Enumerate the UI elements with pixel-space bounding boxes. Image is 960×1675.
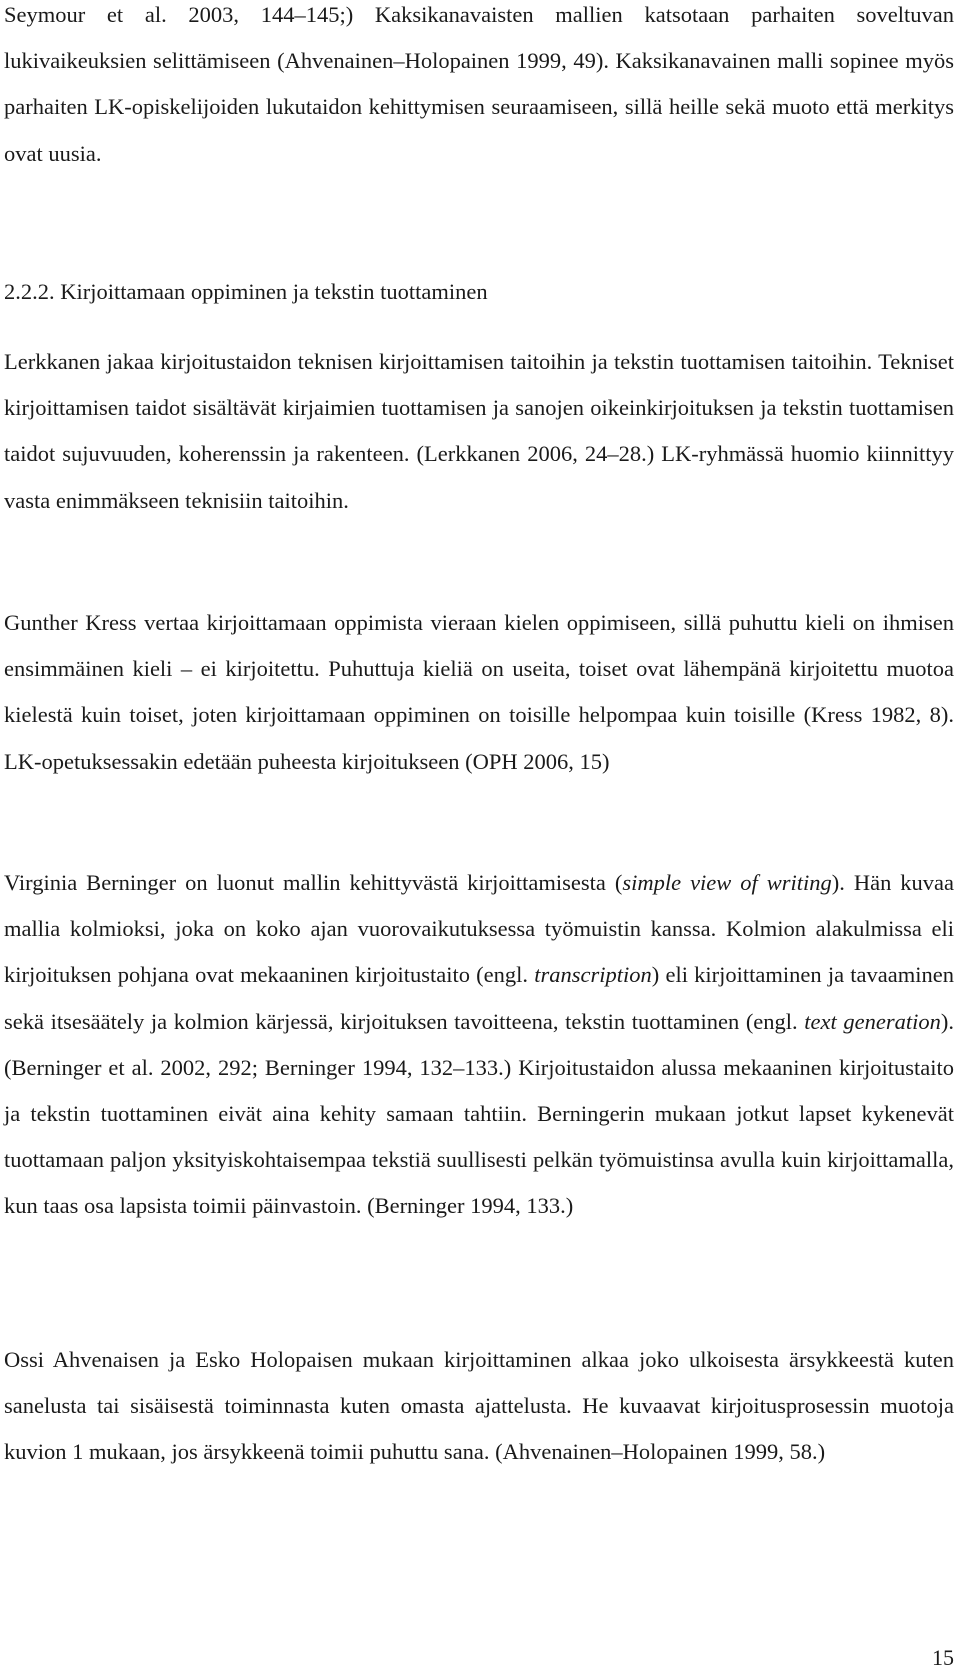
page-number: 15 xyxy=(932,1645,954,1670)
kress-paragraph: Gunther Kress vertaa kirjoittamaan oppimista vieraan kielen oppimiseen, sillä puhuttu kieli on ihmisen ensimmäinen kieli – ei kirjoitettu. Puhuttuja kieliä on useita, toiset ovat lähempänä kirjoitettu muotoa kielestä kuin toiset, joten kirjoittamaan oppiminen on toisille helpompaa kuin toisille (Kress 1982, 8). LK-opetuksessakin edetään puheesta kirjoitukseen (OPH 2006, 15) xyxy=(4,610,954,774)
section-heading: 2.2.2. Kirjoittamaan oppiminen ja tekstin tuottaminen xyxy=(4,279,488,304)
berninger-text-part2: ). Hän kuvaa mallia kolmioksi, joka on koko ajan vuorovaikutuksessa työmuistin kanssa. Kolmion alakulmissa eli kirjoituksen pohjana ovat mekaaninen kirjoitustaito (engl. xyxy=(4,870,955,988)
berninger-paragraph xyxy=(4,860,954,1230)
term-text-generation: text generation xyxy=(804,1008,941,1034)
berninger-text-part3: ) eli kirjoittaminen ja tavaaminen sekä itsesäätely ja kolmion kärjessä, kirjoituksen tavoitteena, tekstin tuottaminen (engl. xyxy=(4,962,954,1034)
lerkkanen-paragraph: Lerkkanen jakaa kirjoitustaidon teknisen kirjoittamisen taitoihin ja tekstin tuottamisen taitoihin. Tekniset kirjoittamisen taidot sisältävät kirjaimien tuottamisen ja sanojen oikeinkirjoituksen ja tekstin tuottamisen taidot sujuvuuden, koherenssin ja rakenteen. (Lerkkanen 2006, 24–28.) LK-ryhmässä huomio kiinnittyy vasta enimmäkseen teknisiin taitoihin. xyxy=(4,349,954,513)
term-simple-view-of-writing: simple view of writing xyxy=(622,870,832,895)
term-transcription: transcription xyxy=(534,962,652,988)
ahvenainen-paragraph: Ossi Ahvenaisen ja Esko Holopaisen mukaan kirjoittaminen alkaa joko ulkoisesta ärsykkeestä kuten sanelusta tai sisäisestä toiminnasta kuten omasta ajattelusta. He kuvaavat kirjoitusprosessin muotoja kuvion 1 mukaan, jos ärsykkeenä toimii puhuttu sana. (Ahvenainen–Holopainen 1999, 58.) xyxy=(4,1347,954,1465)
berninger-text-part1: Virginia Berninger on luonut mallin kehittyvästä kirjoittamisesta ( xyxy=(4,870,623,895)
berninger-text-part4: ). (Berninger et al. 2002, 292; Berninger 1994, 132–133.) Kirjoitustaidon alussa mekaaninen kirjoitustaito ja tekstin tuottaminen eivät aina kehity samaan tahtiin. Berningerin mukaan jotkut lapset kykenevät tuottamaan paljon yksityiskohtaisempaa tekstiä suullisesti pelkän työmuistinsa avulla kuin kirjoittamalla, kun taas osa lapsista toimii päinvastoin. (Berninger 1994, 133.) xyxy=(4,1008,954,1219)
intro-paragraph: Seymour et al. 2003, 144–145;) Kaksikanavaisten mallien katsotaan parhaiten soveltuvan lukivaikeuksien selittämiseen (Ahvenainen–Holopainen 1999, 49). Kaksikanavainen malli sopinee myös parhaiten LK-opiskelijoiden lukutaidon kehittymisen seuraamiseen, sillä heille sekä muoto että merkitys ovat uusia. xyxy=(4,2,954,166)
